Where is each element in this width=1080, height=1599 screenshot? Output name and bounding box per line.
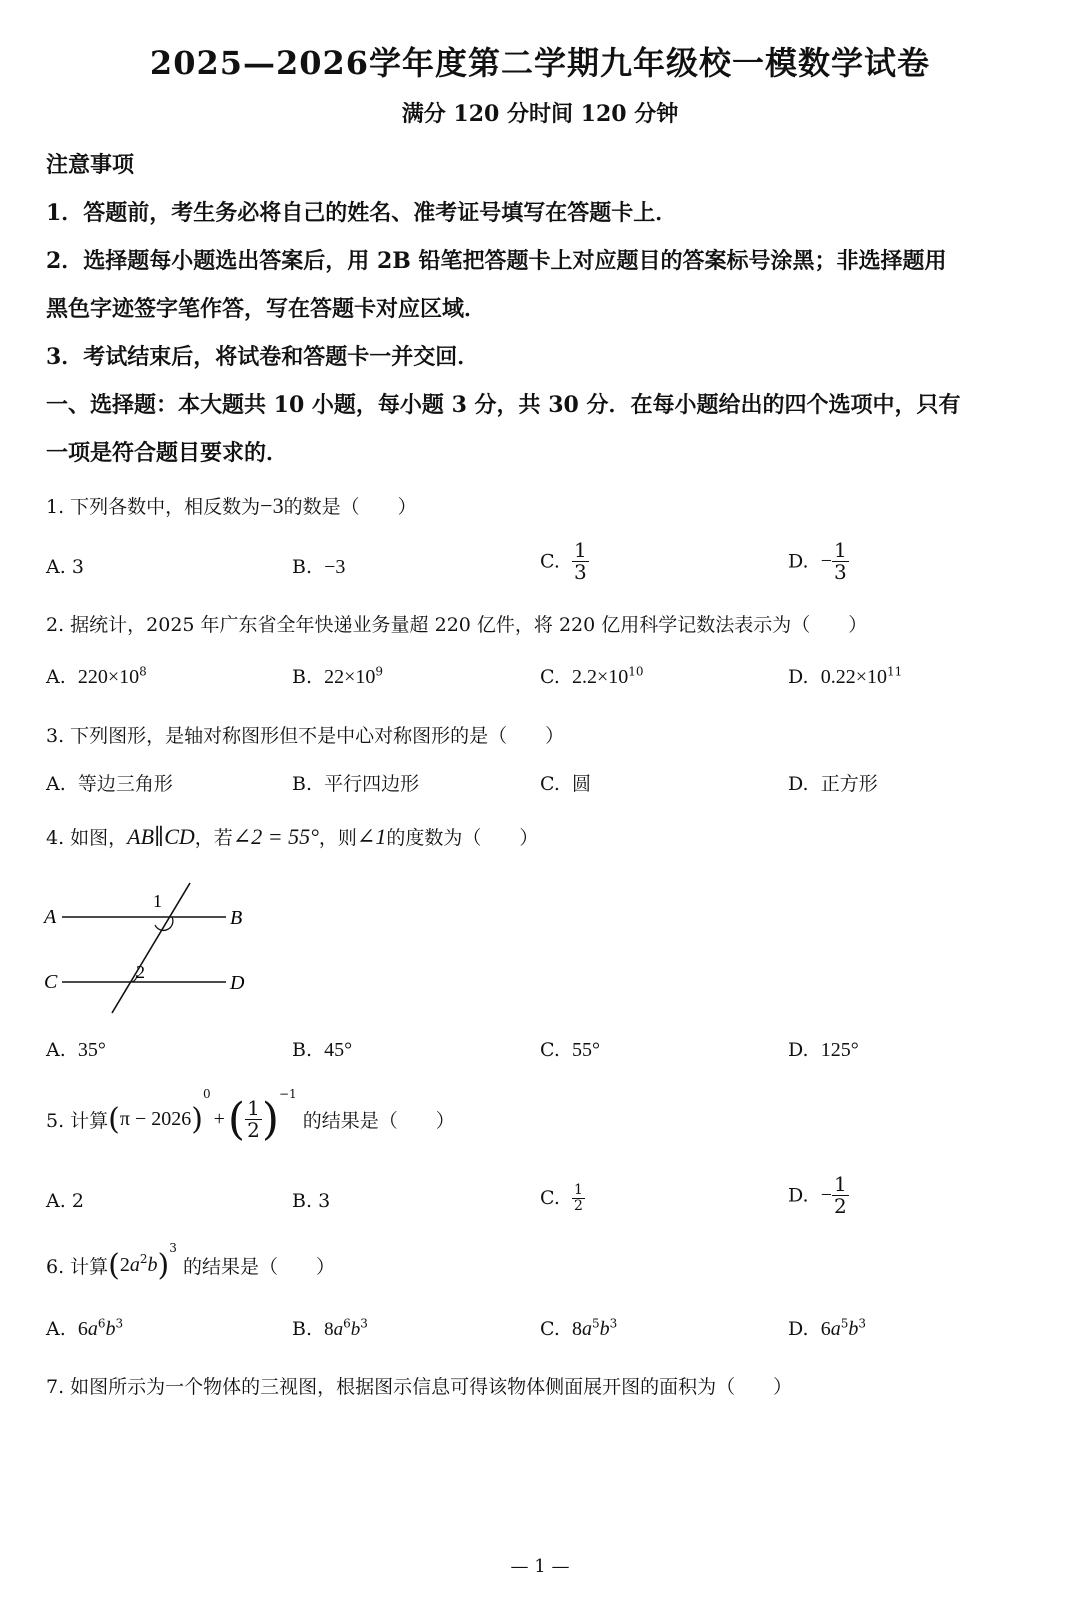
fraction xyxy=(832,1174,849,1217)
right-paren: ) xyxy=(191,1102,203,1137)
question-5 xyxy=(46,1087,455,1145)
option-exponent: 8 xyxy=(139,664,147,679)
fraction-numerator: 1 xyxy=(833,538,847,562)
left-paren-large: ( xyxy=(227,1094,246,1145)
question-4-suffix: 的度数为（ ） xyxy=(386,827,539,849)
label-d: D xyxy=(230,972,245,994)
variable-b: b xyxy=(599,1318,610,1340)
q6-option-a[interactable] xyxy=(46,1318,123,1341)
option-base: 22×10 xyxy=(324,666,376,688)
question-6-prefix: 6. 计算 xyxy=(46,1256,109,1278)
option-label: D. xyxy=(788,666,809,688)
question-5-exponent-2: −1 xyxy=(279,1087,297,1101)
q4-option-b[interactable] xyxy=(292,1039,352,1062)
option-label: C. xyxy=(540,666,560,688)
fraction-numerator: 1 xyxy=(574,538,587,562)
q2-option-b[interactable] xyxy=(292,666,383,689)
q5-option-a[interactable] xyxy=(46,1190,84,1212)
option-label: D. xyxy=(788,1318,809,1340)
parallel-lines-figure xyxy=(40,875,260,1020)
q1-option-a[interactable] xyxy=(46,556,84,578)
exponent-a: 5 xyxy=(592,1316,600,1331)
option-value: 3 xyxy=(318,1190,331,1212)
option-label: C. xyxy=(540,550,560,573)
option-value: 正方形 xyxy=(820,773,878,795)
minus-sign: − xyxy=(820,550,832,572)
exponent-b: 3 xyxy=(858,1316,866,1331)
question-5-expression: π − 2026 xyxy=(119,1108,192,1130)
question-5-exponent-1: 0 xyxy=(203,1087,211,1101)
exponent-b: 3 xyxy=(115,1316,124,1331)
fraction-numerator: 1 xyxy=(833,1172,847,1196)
question-3: 3. 下列图形，是轴对称图形但不是中心对称图形的是（ ） xyxy=(46,725,565,747)
option-label: A. xyxy=(46,666,66,688)
fraction xyxy=(832,540,849,583)
variable-b: b xyxy=(147,1254,158,1276)
q3-option-b[interactable] xyxy=(292,769,419,796)
transversal xyxy=(112,883,190,1013)
q5-option-d[interactable] xyxy=(788,1174,849,1217)
option-value: 55° xyxy=(572,1039,600,1061)
question-4-angle-target: ∠1 xyxy=(356,824,387,849)
angle-1-arc xyxy=(155,917,173,930)
option-label: A. xyxy=(46,773,66,795)
option-label: D. xyxy=(788,1039,809,1061)
option-coefficient: 6 xyxy=(77,1318,88,1340)
q1-option-b[interactable] xyxy=(292,556,345,579)
label-c: C xyxy=(44,971,58,993)
variable-a: a xyxy=(582,1318,592,1340)
option-base: 2.2×10 xyxy=(572,666,629,688)
question-4-parallel: AB∥CD xyxy=(127,824,195,849)
notice-item-3: 3．考试结束后，将试卷和答题卡一并交回． xyxy=(46,344,480,370)
option-label: D. xyxy=(788,550,809,573)
option-value: 125° xyxy=(820,1039,859,1061)
question-2: 2. 据统计，2025 年广东省全年快递业务量超 220 亿件，将 220 亿用科学记数法表示为（ ） xyxy=(46,614,868,636)
option-coefficient: 6 xyxy=(820,1318,831,1340)
variable-b: b xyxy=(105,1318,116,1340)
option-label: B. xyxy=(292,666,313,688)
fraction xyxy=(572,1183,585,1213)
q1-option-c[interactable] xyxy=(540,540,589,583)
question-4-angle-given: ∠2 = 55° xyxy=(232,824,319,849)
fraction-numerator: 1 xyxy=(574,1182,583,1198)
option-label: B. xyxy=(292,556,313,578)
option-value: −3 xyxy=(324,556,346,578)
notice-item-2-line-2: 黑色字迹签字笔作答，写在答题卡对应区域． xyxy=(46,296,487,322)
fraction-denominator: 2 xyxy=(574,1197,583,1214)
q2-option-d[interactable] xyxy=(788,666,902,689)
question-6 xyxy=(46,1241,335,1283)
option-label: B. xyxy=(292,1190,313,1212)
q5-option-c[interactable] xyxy=(540,1183,585,1213)
question-4-connector: ，若 xyxy=(194,827,233,849)
option-label: C. xyxy=(540,1187,560,1210)
right-paren: ) xyxy=(157,1248,170,1283)
option-coefficient: 8 xyxy=(572,1318,582,1340)
fraction xyxy=(245,1098,262,1141)
option-coefficient: 8 xyxy=(324,1319,334,1340)
label-angle-1: 1 xyxy=(153,891,162,911)
question-1 xyxy=(46,492,417,519)
option-base: 0.22×10 xyxy=(820,666,887,688)
q6-option-b[interactable] xyxy=(292,1318,368,1341)
question-5-suffix: 的结果是（ ） xyxy=(302,1110,455,1132)
notice-item-2-line-1: 2．选择题每小题选出答案后，用 2B 铅笔把答题卡上对应题目的答案标号涂黑；非选择题用 xyxy=(46,248,947,274)
q4-option-c[interactable] xyxy=(540,1039,600,1062)
q4-option-a[interactable] xyxy=(46,1039,106,1062)
fraction-denominator: 3 xyxy=(833,560,847,584)
variable-a: a xyxy=(333,1319,344,1340)
notice-item-1: 1．答题前，考生务必将自己的姓名、准考证号填写在答题卡上． xyxy=(46,200,678,226)
option-label: C. xyxy=(540,1039,560,1061)
option-label: A. xyxy=(46,556,66,578)
q2-option-a[interactable] xyxy=(46,666,147,689)
option-exponent: 9 xyxy=(375,664,384,679)
exponent-outer: 3 xyxy=(169,1241,177,1255)
label-angle-2: 2 xyxy=(136,962,145,982)
exponent-b: 3 xyxy=(360,1316,368,1331)
question-1-suffix: 的数是（ ） xyxy=(283,496,417,518)
option-label: C. xyxy=(540,773,560,795)
option-label: A. xyxy=(46,1190,66,1212)
option-exponent: 11 xyxy=(886,664,903,679)
exponent-a: 2 xyxy=(139,1252,148,1267)
option-label: B. xyxy=(292,1039,313,1061)
option-value: 等边三角形 xyxy=(77,773,173,795)
right-paren-large: ) xyxy=(261,1094,279,1145)
option-label: A. xyxy=(46,1039,66,1061)
exponent-b: 3 xyxy=(609,1316,618,1331)
coefficient: 2 xyxy=(119,1254,130,1276)
question-1-prefix: 1. 下列各数中，相反数为 xyxy=(46,496,261,518)
variable-b: b xyxy=(350,1319,361,1340)
fraction-denominator: 2 xyxy=(247,1118,260,1142)
fraction-denominator: 2 xyxy=(833,1194,847,1218)
fraction-numerator: 1 xyxy=(247,1096,260,1120)
fraction-denominator: 3 xyxy=(574,560,587,584)
q4-option-d[interactable] xyxy=(788,1039,859,1062)
q3-option-d[interactable] xyxy=(788,769,878,796)
fraction xyxy=(572,540,589,583)
variable-a: a xyxy=(87,1318,98,1340)
question-4-prefix: 4. 如图， xyxy=(46,827,128,849)
option-label: A. xyxy=(46,1318,66,1340)
section-1-line-2: 一项是符合题目要求的． xyxy=(46,440,289,466)
question-6-suffix: 的结果是（ ） xyxy=(182,1256,335,1278)
q3-option-a[interactable] xyxy=(46,769,173,796)
label-a: A xyxy=(44,906,57,928)
option-value: 2 xyxy=(71,1190,84,1212)
q1-option-d[interactable] xyxy=(788,540,849,583)
q6-option-c[interactable] xyxy=(540,1318,617,1341)
option-value: 平行四边形 xyxy=(324,773,420,795)
exponent-a: 6 xyxy=(97,1316,106,1331)
option-value: 45° xyxy=(324,1039,353,1061)
section-1-line-1: 一、选择题：本大题共 10 小题，每小题 3 分，共 30 分．在每小题给出的四个选项中，只有 xyxy=(46,392,961,418)
exponent-a: 6 xyxy=(343,1316,351,1331)
option-label: D. xyxy=(788,1184,809,1207)
left-paren: ( xyxy=(108,1248,120,1283)
q2-option-c[interactable] xyxy=(540,666,644,689)
exponent-a: 5 xyxy=(840,1316,849,1331)
variable-a: a xyxy=(129,1254,140,1276)
option-base: 220×10 xyxy=(77,666,140,688)
question-1-value: −3 xyxy=(260,493,284,518)
notice-heading: 注意事项 xyxy=(46,152,135,178)
plus-sign: + xyxy=(213,1108,225,1130)
exam-title: 2025—2026学年度第二学期九年级校一模数学试卷 xyxy=(149,44,931,82)
option-label: B. xyxy=(292,1318,313,1340)
option-exponent: 10 xyxy=(628,664,644,679)
q5-option-b[interactable] xyxy=(292,1190,330,1212)
option-value: 圆 xyxy=(572,773,592,795)
option-label: D. xyxy=(788,773,809,795)
question-7: 7. 如图所示为一个物体的三视图，根据图示信息可得该物体侧面展开图的面积为（ ） xyxy=(46,1376,793,1398)
option-label: C. xyxy=(540,1318,560,1340)
option-value: 35° xyxy=(77,1039,106,1061)
left-paren: ( xyxy=(108,1102,120,1137)
option-value: 3 xyxy=(71,556,84,578)
question-4 xyxy=(46,823,538,850)
q3-option-c[interactable] xyxy=(540,769,591,796)
question-5-prefix: 5. 计算 xyxy=(46,1110,109,1132)
variable-b: b xyxy=(848,1318,859,1340)
minus-sign: − xyxy=(820,1184,832,1206)
exam-subtitle: 满分 120 分时间 120 分钟 xyxy=(401,101,679,127)
variable-a: a xyxy=(830,1318,841,1340)
option-label: B. xyxy=(292,773,313,795)
question-4-connector-2: ，则 xyxy=(318,827,357,849)
label-b: B xyxy=(230,907,243,929)
page-number: — 1 — xyxy=(510,1556,570,1577)
q6-option-d[interactable] xyxy=(788,1318,866,1341)
